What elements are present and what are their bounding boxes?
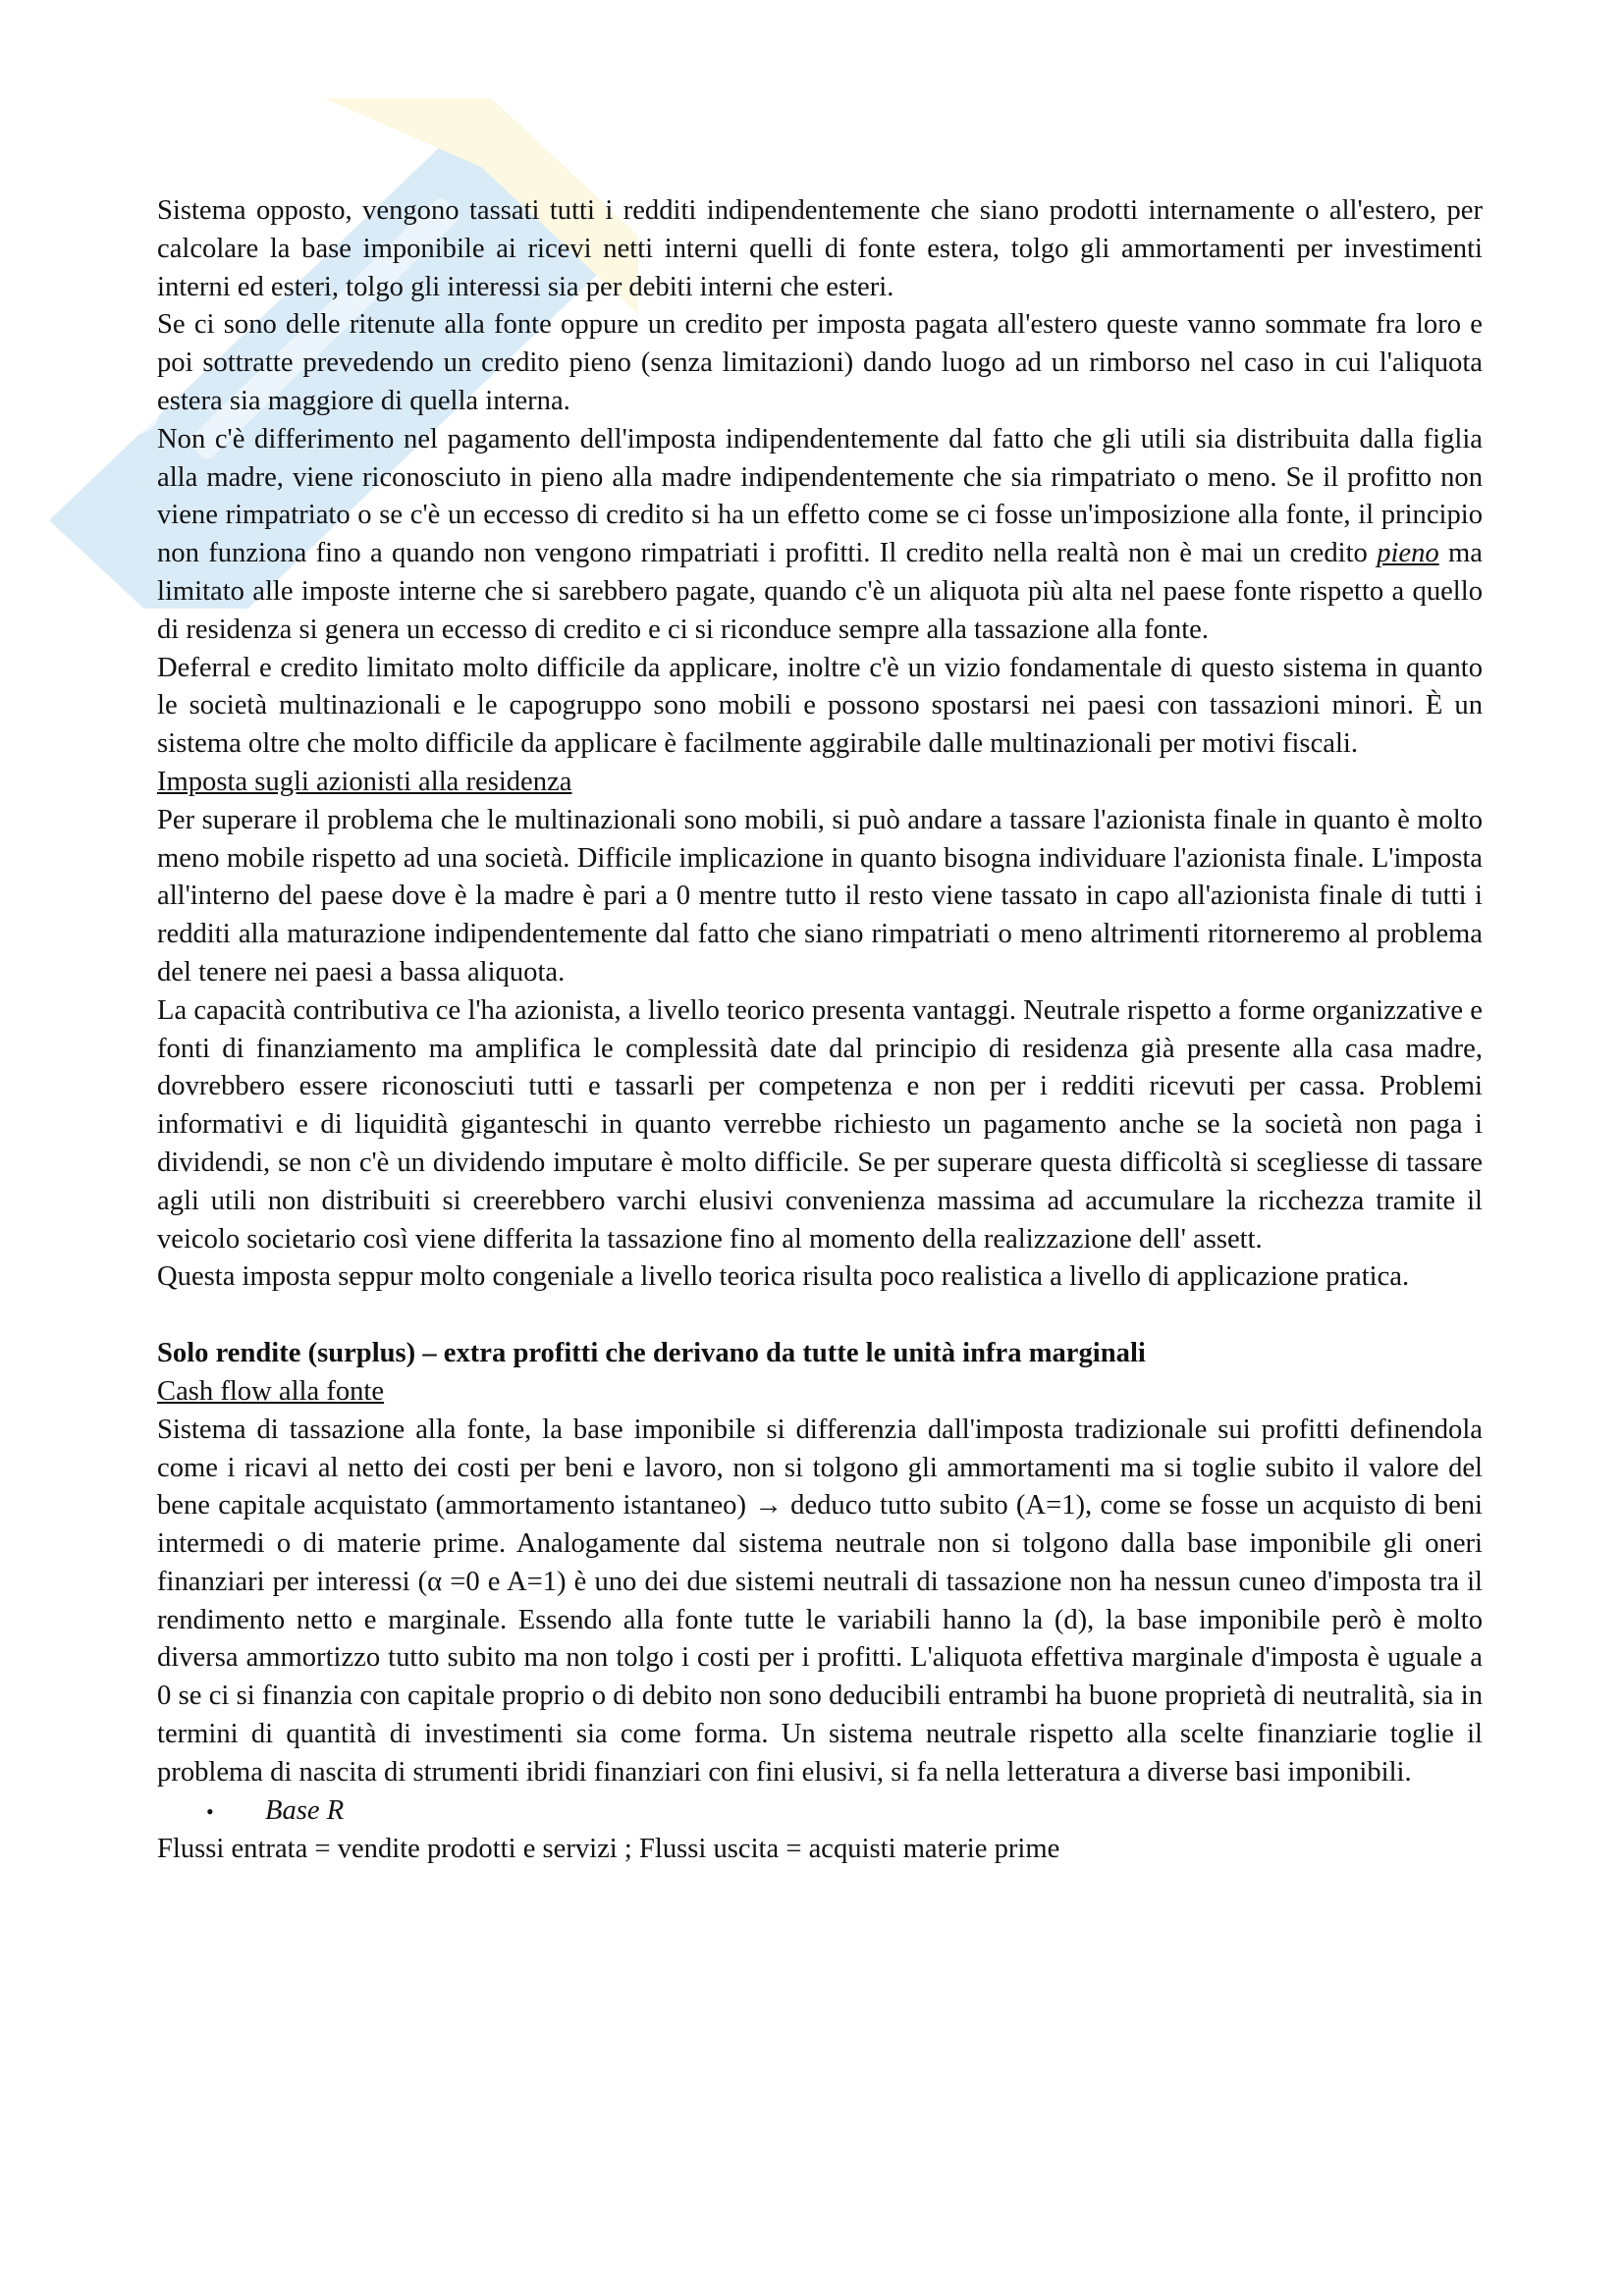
bullet-icon: • [206,1798,214,1824]
paragraph-contributive-capacity: La capacità contributiva ce l'ha azionista, a livello teorico presenta vantaggi. Neutrale rispetto a forme organizzative e fonti di finanziamento ma amplifica le complessità date dal principio di residenza già presente alla casa madre, dovrebbero essere riconosciuti tutti e tassarli per competenza e non per i redditi ricevuti per cassa. Problemi informativi e di liquidità giganteschi in quanto verrebbe richiesto un pagamento anche se la società non paga i dividendi, se non c'è un dividendo imputare è molto difficile. Se per superare questa difficoltà si scegliesse di tassare agli utili non distribuiti si creerebbero varchi elusivi convenienza massima ad accumulare la ricchezza tramite il veicolo societario così viene differita la tassazione fino al momento della realizzazione dell' assett. [157,994,1483,1255]
emphasis-pieno: pieno [1377,538,1439,569]
paragraph-flows: Flussi entrata = vendite prodotti e servizi ; Flussi uscita = acquisti materie prime [157,1834,1060,1865]
paragraph-deferral-text-a: Non c'è differimento nel pagamento dell'imposta indipendentemente dal fatto che gli utili sia distribuita dalla figlia alla madre, viene riconosciuto in pieno alla madre indipendentemente che sia rimpatriato o meno. Se il profitto non viene rimpatriato o se c'è un eccesso di credito si ha un effetto come se ci fosse un'imposizione alla fonte, il principio non funziona fino a quando non vengono rimpatriati i profitti. Il credito nella realtà non è mai un credito [157,423,1483,569]
paragraph-deferral-text-b: ma limitato alle imposte interne che si sarebbero pagate, quando c'è un aliquota più alta nel paese fonte rispetto a quello di residenza si genera un eccesso di credito e ci si riconduce sempre alla tassazione alla fonte. [157,538,1483,645]
document-body [157,192,1483,1869]
paragraph-worldwide-taxation: Sistema opposto, vengono tassati tutti i redditi indipendentemente che siano prodotti internamente o all'estero, per calcolare la base imponibile ai ricevi netti interni quelli di fonte estera, tolgo gli ammortamenti per investimenti interni ed esteri, tolgo gli interessi sia per debiti interni che esteri. [157,195,1483,302]
subheading-cash-flow: Cash flow alla fonte [157,1375,385,1407]
list-item [157,1792,1483,1832]
paragraph-practical-application: Questa imposta seppur molto congeniale a livello teorica risulta poco realistica a livello di applicazione pratica. [157,1261,1410,1293]
list-item-base-r: Base R [265,1794,345,1826]
paragraph-shareholder-tax: Per superare il problema che le multinazionali sono mobili, si può andare a tassare l'azionista finale in quanto è molto meno mobile rispetto ad una società. Difficile implicazione in quanto bisogna individuare l'azionista finale. L'imposta all'interno del paese dove è la madre è pari a 0 mentre tutto il resto viene tassato in capo all'azionista finale di tutti i redditi alla maturazione indipendentemente dal fatto che siano rimpatriati o meno altrimenti ritorneremo al problema del tenere nei paesi a bassa aliquota. [157,804,1483,988]
paragraph-limited-credit: Deferral e credito limitato molto difficile da applicare, inoltre c'è un vizio fondamentale di questo sistema in quanto le società multinazionali e le capogruppo sono mobili e possono spostarsi nei paesi con tassazioni minori. È un sistema oltre che molto difficile da applicare è facilmente aggirabile dalle multinazionali per motivi fiscali. [157,652,1483,760]
watermark-dot [116,391,159,434]
section-heading-rents: Solo rendite (surplus) – extra profitti che derivano da tutte le unità infra marginali [157,1338,1146,1369]
paragraph-withholding-credit: Se ci sono delle ritenute alla fonte oppure un credito per imposta pagata all'estero queste vanno sommate fra loro e poi sottratte prevedendo un credito pieno (senza limitazioni) dando luogo ad un rimborso nel caso in cui l'aliquota estera sia maggiore di quella interna. [157,309,1483,416]
paragraph-cash-flow: Sistema di tassazione alla fonte, la base imponibile si differenzia dall'imposta tradizionale sui profitti definendola come i ricavi al netto dei costi per beni e lavoro, non si tolgono gli ammortamenti ma si toglie subito il valore del bene capitale acquistato (ammortamento istantaneo) → deduco tutto subito (A=1), come se fosse un acquisto di beni intermedi o di materie prime. Analogamente dal sistema neutrale non si tolgono dalla base imponibile gli oneri finanziari per interessi (α =0 e A=1) è uno dei due sistemi neutrali di tassazione non ha nessun cuneo d'imposta tra il rendimento netto e marginale. Essendo alla fonte tutte le variabili hanno la (d), la base imponibile però è molto diversa ammortizzo tutto subito ma non tolgo i costi per i profitti. L'aliquota effettiva marginale d'imposta è uguale a 0 se ci si finanzia con capitale proprio o di debito non sono deducibili entrambi ha buone proprietà di neutralità, sia in termini di quantità di investimenti sia come forma. Un sistema neutrale rispetto alla scelte finanziarie toglie il problema di nascita di strumenti ibridi finanziari con fini elusivi, si fa nella letteratura a diverse basi imponibili. [157,1414,1483,1788]
paragraph-deferral [157,421,1483,650]
subheading-shareholder-tax: Imposta sugli azionisti alla residenza [157,766,572,797]
